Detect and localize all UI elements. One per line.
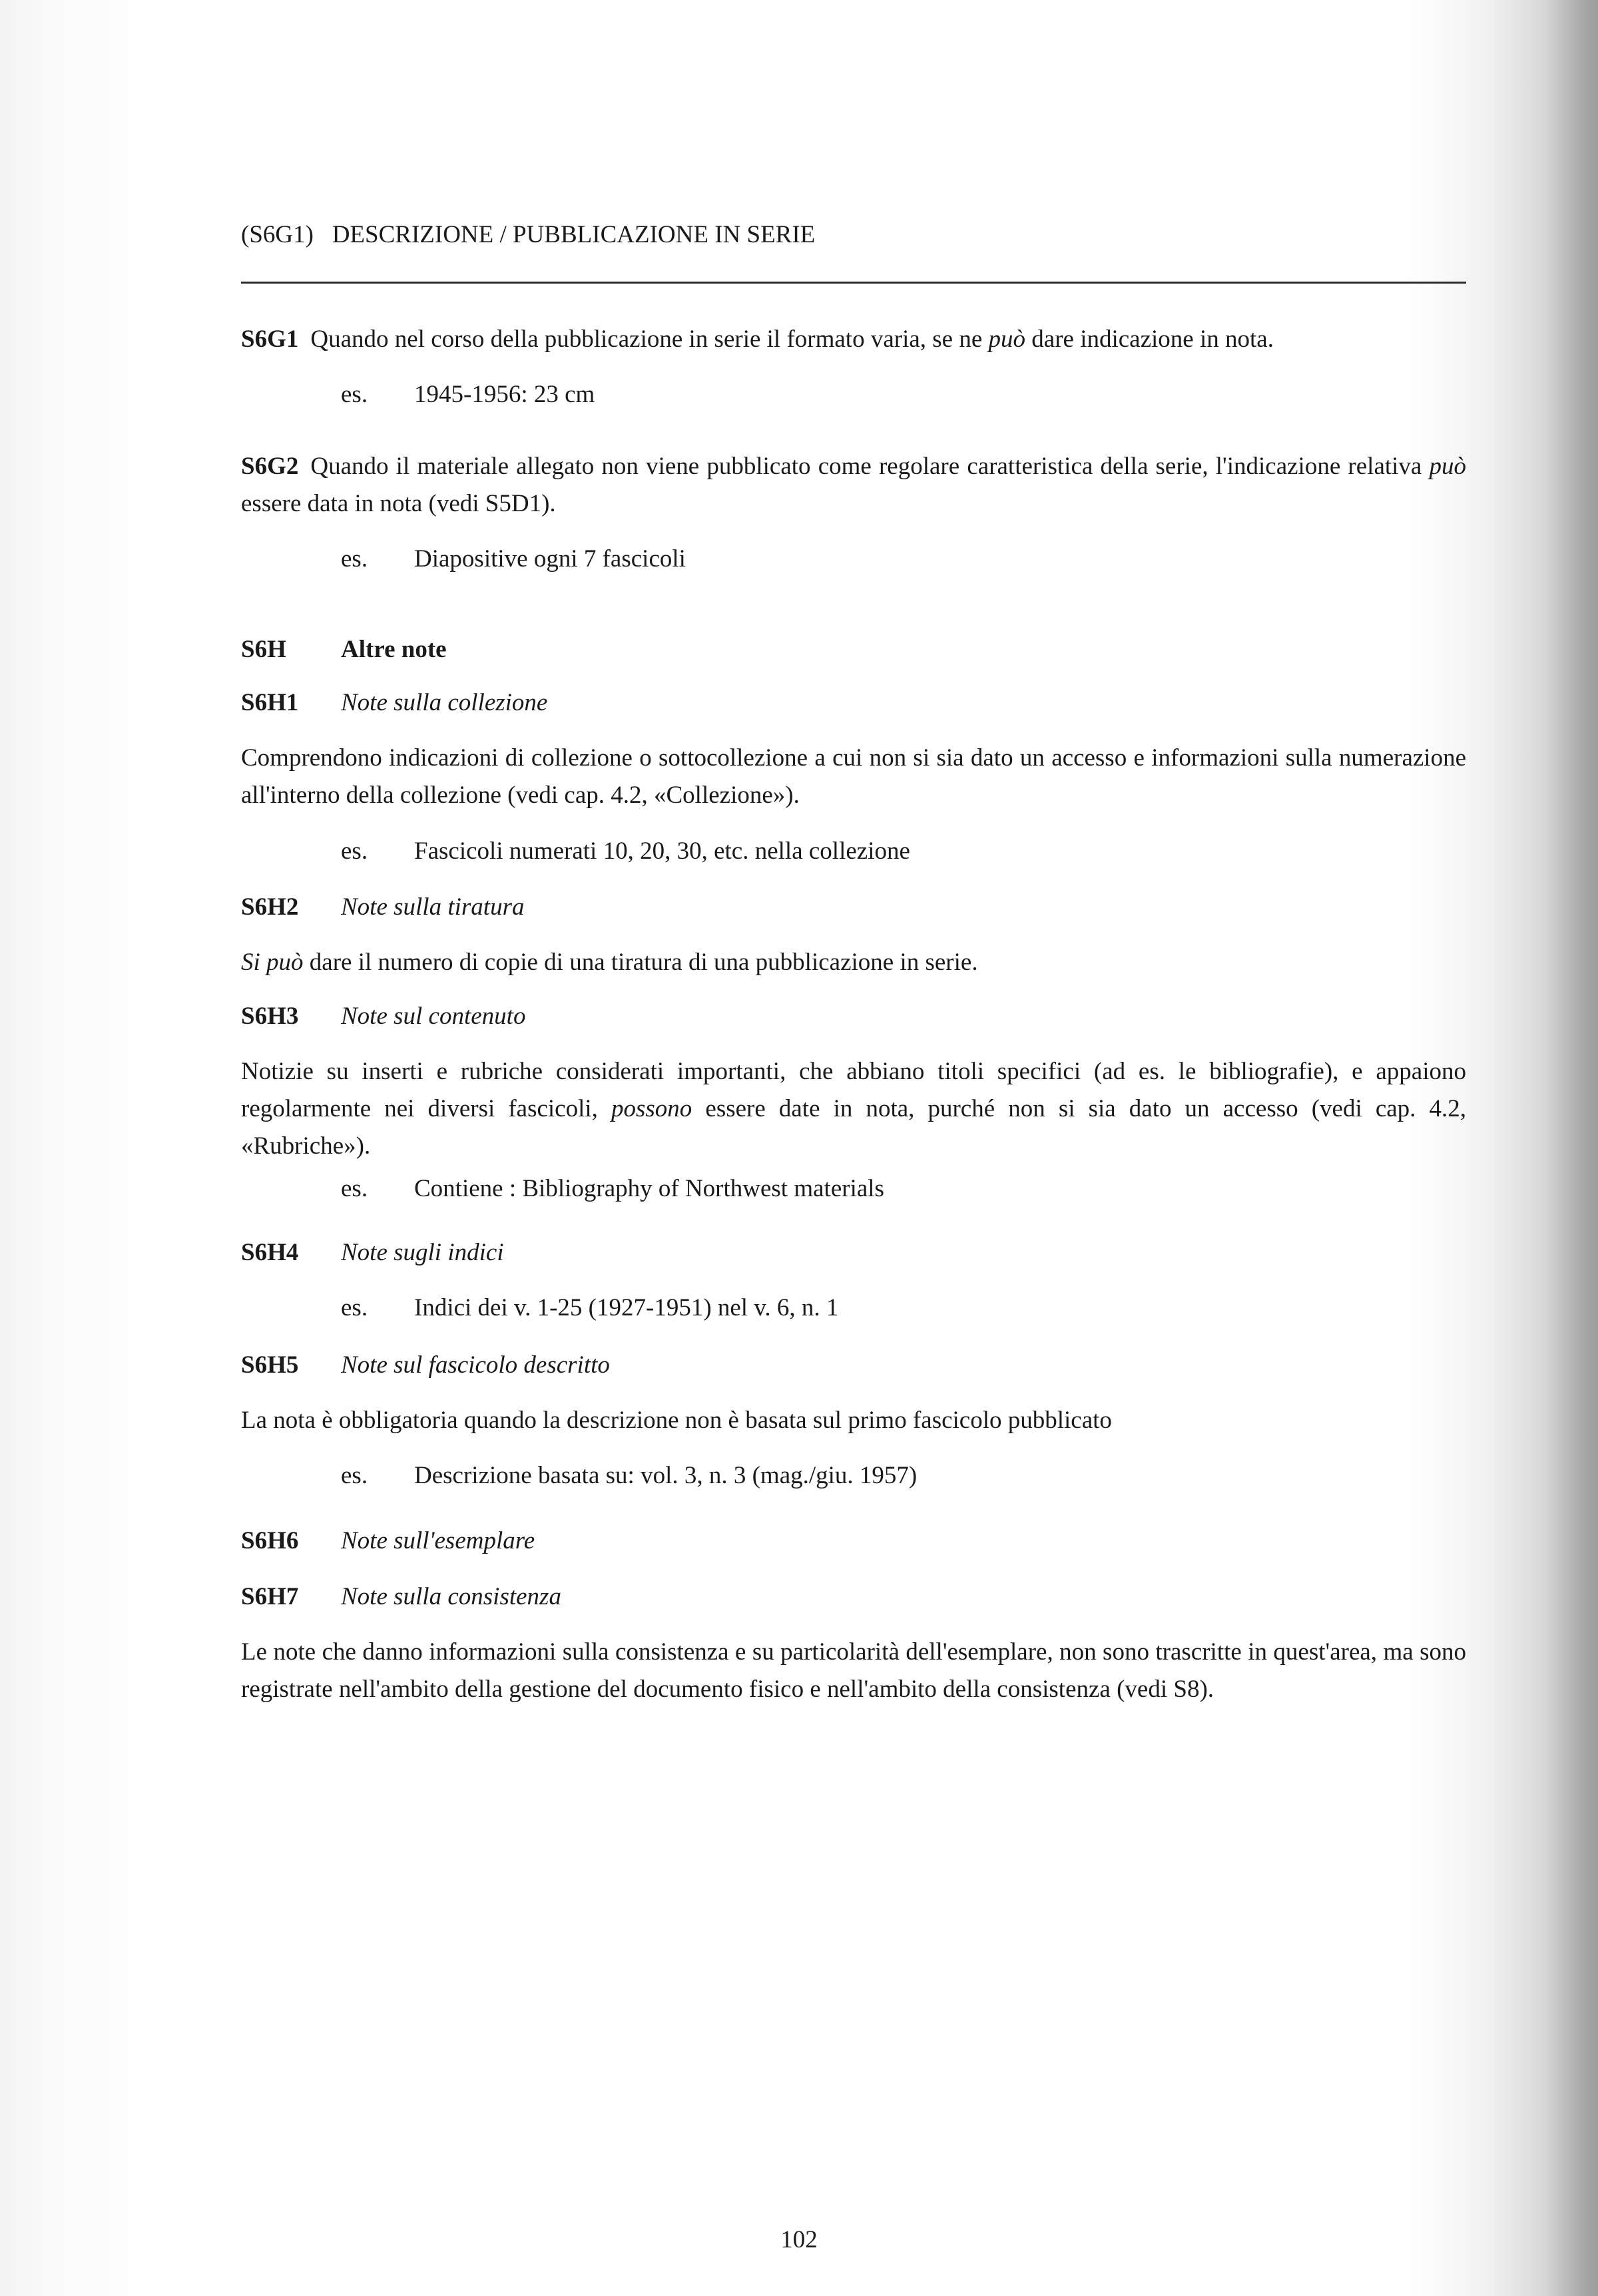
section-title: Altre note bbox=[341, 636, 447, 663]
example-s6h5 bbox=[341, 1457, 1466, 1494]
section-code: S6H5 bbox=[241, 1351, 299, 1379]
section-code: S6H4 bbox=[241, 1239, 299, 1266]
section-title: Note sugli indici bbox=[341, 1239, 504, 1266]
section-text: dare indicazione in nota. bbox=[1025, 326, 1274, 353]
section-heading-s6h bbox=[241, 631, 1466, 668]
section-title: Note sulla consistenza bbox=[341, 1583, 561, 1610]
section-text: Quando nel corso della pubblicazione in serie il formato varia, se ne bbox=[310, 326, 989, 353]
section-s6h1-text: Comprendono indicazioni di collezione o sottocollezione a cui non si sia dato un accesso e informazioni sulla numerazione all'interno della collezione (vedi cap. 4.2, «Collezione»). bbox=[241, 744, 1466, 809]
section-code: S6H3 bbox=[241, 1003, 299, 1030]
page-number: 102 bbox=[780, 2226, 818, 2253]
example-s6g1 bbox=[341, 376, 1466, 413]
example-label: es. bbox=[341, 545, 368, 573]
section-heading-s6h7 bbox=[241, 1578, 1466, 1616]
section-s6h7-text: Le note che danno informazioni sulla consistenza e su particolarità dell'esemplare, non sono trascritte in quest'area, ma sono registrate nell'ambito della gestione del documento fisico e nell'ambito della consistenza (vedi S8). bbox=[241, 1638, 1466, 1703]
example-text: Diapositive ogni 7 fascicoli bbox=[414, 545, 686, 573]
section-text: Quando il materiale allegato non viene pubblicato come regolare caratteristica della serie, l'indicazione relativa bbox=[310, 453, 1430, 480]
section-text: dare il numero di copie di una tiratura di una pubblicazione in serie. bbox=[303, 949, 978, 976]
section-code: S6H bbox=[241, 636, 286, 663]
section-code: S6H1 bbox=[241, 689, 299, 716]
example-s6h1 bbox=[341, 833, 1466, 870]
section-s6g2 bbox=[241, 448, 1466, 523]
section-heading-s6h5 bbox=[241, 1347, 1466, 1384]
section-heading-s6h4 bbox=[241, 1234, 1466, 1271]
running-header: (S6G1) DESCRIZIONE / PUBBLICAZIONE IN SERIE bbox=[241, 221, 816, 248]
section-heading-s6h1 bbox=[241, 684, 1466, 722]
section-title: Note sul contenuto bbox=[341, 1003, 526, 1030]
example-label: es. bbox=[341, 837, 368, 865]
section-text: essere date in nota, purché non si sia dato un accesso (vedi cap. 4.2, «Rubriche»). bbox=[241, 1095, 1466, 1160]
section-code: S6H6 bbox=[241, 1527, 299, 1554]
section-title: Note sul fascicolo descritto bbox=[341, 1351, 610, 1379]
section-s6h3-text bbox=[241, 1053, 1466, 1165]
header-rule bbox=[241, 282, 1466, 284]
example-label: es. bbox=[341, 1175, 368, 1202]
section-text: essere data in nota (vedi S5D1). bbox=[241, 490, 556, 517]
section-title: Note sull'esemplare bbox=[341, 1527, 535, 1554]
example-label: es. bbox=[341, 381, 368, 408]
section-code: S6G1 bbox=[241, 326, 299, 353]
example-s6h4 bbox=[341, 1289, 1466, 1327]
example-text: Contiene : Bibliography of Northwest materials bbox=[414, 1175, 884, 1202]
example-label: es. bbox=[341, 1462, 368, 1489]
section-s6g1 bbox=[241, 321, 1466, 358]
section-heading-s6h3 bbox=[241, 998, 1466, 1035]
section-title: Note sulla tiratura bbox=[341, 893, 525, 921]
page-content bbox=[241, 216, 1466, 1708]
section-s6h5-text: La nota è obbligatoria quando la descrizione non è basata sul primo fascicolo pubblicato bbox=[241, 1407, 1112, 1434]
example-text: Indici dei v. 1-25 (1927-1951) nel v. 6, n. 1 bbox=[414, 1294, 839, 1321]
example-label: es. bbox=[341, 1294, 368, 1321]
section-text-emphasis: può bbox=[988, 326, 1026, 353]
example-s6g2 bbox=[341, 541, 1466, 578]
example-s6h3 bbox=[341, 1170, 1466, 1208]
section-code: S6H7 bbox=[241, 1583, 299, 1610]
section-title: Note sulla collezione bbox=[341, 689, 548, 716]
section-s6h2-text bbox=[241, 944, 1466, 981]
section-text-emphasis: Si può bbox=[241, 949, 304, 976]
section-text-emphasis: possono bbox=[611, 1095, 692, 1122]
section-code: S6H2 bbox=[241, 893, 299, 921]
example-text: Descrizione basata su: vol. 3, n. 3 (mag./giu. 1957) bbox=[414, 1462, 918, 1489]
section-text: Notizie su inserti e rubriche considerati importanti, che abbiano titoli specifici (ad es. le bibliografie), e appaiono regolarmente nei diversi fascicoli, bbox=[241, 1058, 1466, 1122]
section-heading-s6h6 bbox=[241, 1522, 1466, 1560]
example-text: 1945-1956: 23 cm bbox=[414, 381, 595, 408]
section-code: S6G2 bbox=[241, 453, 299, 480]
example-text: Fascicoli numerati 10, 20, 30, etc. nella collezione bbox=[414, 837, 910, 865]
section-heading-s6h2 bbox=[241, 889, 1466, 926]
section-text-emphasis: può bbox=[1429, 453, 1466, 480]
